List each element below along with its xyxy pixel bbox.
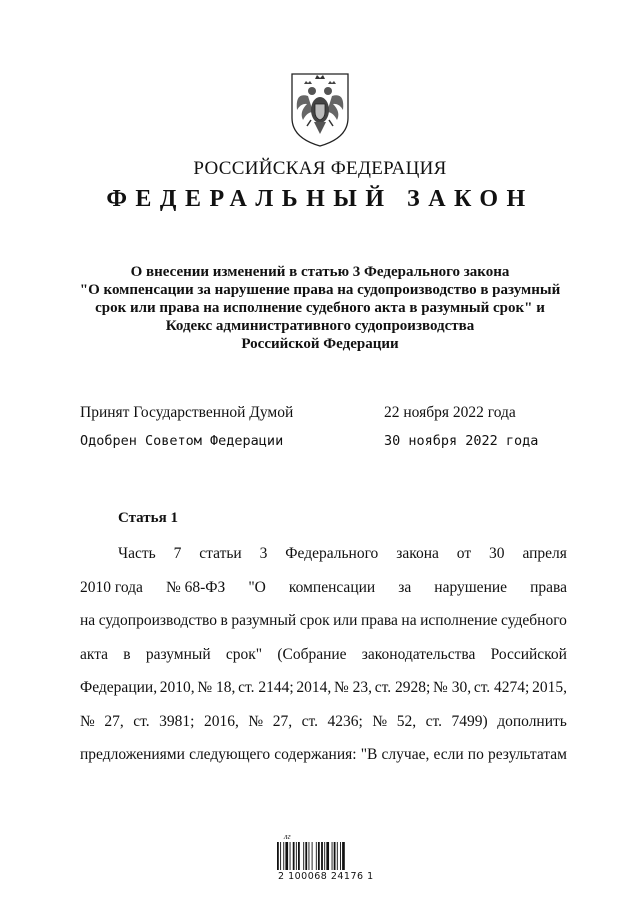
- body-word: №: [372, 712, 388, 730]
- barcode-bar: [303, 842, 304, 870]
- body-word: в: [220, 612, 228, 629]
- law-title-line: Российской Федерации: [241, 336, 399, 352]
- body-line: [80, 713, 567, 731]
- body-word: №: [80, 712, 95, 730]
- barcode-bar: [305, 842, 307, 870]
- barcode-bar: [280, 842, 281, 870]
- body-word: разумный: [231, 612, 297, 629]
- body-word: №: [248, 712, 264, 730]
- body-word: 2015,: [532, 679, 567, 696]
- body-line: [80, 579, 567, 597]
- barcode-number: 2 100068 24176 1: [278, 871, 374, 882]
- body-word: права: [360, 612, 398, 629]
- barcode-bar: [277, 842, 279, 870]
- body-word: права: [530, 578, 567, 596]
- barcode-icon: [276, 842, 366, 870]
- body-line: [80, 612, 567, 630]
- body-word: судебного: [501, 612, 567, 629]
- barcode-bar: [324, 842, 325, 870]
- body-word: апреля: [522, 545, 567, 562]
- barcode-bar: [290, 842, 291, 870]
- body-word: 2014,: [296, 679, 332, 696]
- body-word: 2010 года: [80, 578, 143, 596]
- body-line: [80, 646, 567, 664]
- body-word: разумный: [145, 645, 211, 663]
- body-word: дополнить: [497, 712, 567, 730]
- barcode-bar: [342, 842, 345, 870]
- adopted-by-duma-label: Принят Государственной Думой: [80, 404, 294, 421]
- law-title-line: Кодекс административного судопроизводства: [165, 318, 475, 334]
- law-title-line: "О компенсации за нарушение права на судопроизводство в разумный: [79, 282, 561, 298]
- body-word: следующего: [189, 746, 271, 763]
- barcode-bar: [285, 842, 288, 870]
- body-word: "В: [360, 746, 378, 763]
- body-word: законодательства: [361, 645, 476, 663]
- law-title-line: О внесении изменений в статью 3 Федерального закона: [130, 264, 510, 280]
- body-word: ст. 4274;: [473, 679, 530, 696]
- barcode-bar: [337, 842, 338, 870]
- body-word: закона: [396, 545, 439, 562]
- body-word: от: [456, 545, 472, 562]
- body-word: 52,: [396, 712, 417, 730]
- body-word: или: [333, 612, 358, 629]
- body-word: содержания:: [274, 746, 357, 763]
- body-word: 27,: [104, 712, 124, 730]
- body-word: № 30,: [433, 679, 472, 696]
- adopted-by-duma-date: 22 ноября 2022 года: [384, 404, 516, 421]
- body-word: № 23,: [334, 679, 373, 696]
- body-word: Федерального: [285, 545, 379, 562]
- law-title-line: срок или права на исполнение судебного акта в разумный срок" и: [95, 300, 545, 316]
- barcode-bar: [340, 842, 341, 870]
- body-word: за: [398, 578, 412, 596]
- body-word: 3: [259, 545, 268, 562]
- barcode-bar: [312, 842, 313, 870]
- body-word: на: [401, 612, 417, 629]
- body-word: срок: [299, 612, 330, 629]
- article-heading: Статья 1: [118, 510, 178, 526]
- barcode-bar: [334, 842, 336, 870]
- body-word: результатам: [487, 746, 567, 763]
- body-word: № 68-ФЗ: [165, 578, 226, 596]
- body-word: Часть: [118, 545, 156, 562]
- body-word: срок": [225, 645, 263, 663]
- body-word: акта: [80, 645, 109, 663]
- body-word: в: [123, 645, 131, 663]
- body-word: исполнение: [420, 612, 498, 629]
- body-line: [80, 679, 567, 697]
- law-title: [70, 263, 570, 353]
- barcode-bar: [298, 842, 300, 870]
- body-word: 27,: [272, 712, 293, 730]
- body-line: [80, 746, 567, 764]
- approved-by-council-label: Одобрен Советом Федерации: [80, 433, 284, 449]
- registration-mark: лг: [284, 832, 291, 841]
- body-word: 2010,: [159, 679, 195, 696]
- body-word: на: [80, 612, 96, 629]
- body-word: 7499): [451, 712, 488, 730]
- body-word: 7: [173, 545, 182, 562]
- body-word: (Собрание: [277, 645, 347, 663]
- body-word: ст. 2928;: [374, 679, 431, 696]
- body-word: если: [433, 746, 464, 763]
- body-word: компенсации: [288, 578, 376, 596]
- body-word: ст.: [301, 712, 318, 730]
- body-word: ст. 2144;: [238, 679, 294, 696]
- body-word: нарушение: [434, 578, 508, 596]
- body-word: Российской: [490, 645, 567, 663]
- body-word: Федерации,: [80, 679, 158, 696]
- body-word: ст.: [133, 712, 150, 730]
- body-word: 30: [489, 545, 505, 562]
- barcode-bar: [318, 842, 320, 870]
- barcode-bar: [321, 842, 323, 870]
- country-name: РОССИЙСКАЯ ФЕДЕРАЦИЯ: [193, 158, 447, 179]
- approved-by-council-date: 30 ноября 2022 года: [384, 433, 539, 449]
- body-word: 2016,: [203, 712, 239, 730]
- body-word: № 18,: [197, 679, 236, 696]
- barcode-bar: [309, 842, 310, 870]
- body-word: случае,: [381, 746, 430, 763]
- body-word: статьи: [199, 545, 242, 562]
- barcode-bar: [293, 842, 295, 870]
- body-line: [118, 545, 567, 563]
- body-word: "О: [248, 578, 266, 596]
- body-word: 4236;: [327, 712, 363, 730]
- barcode-bar: [326, 842, 329, 870]
- barcode-bar: [283, 842, 284, 870]
- coat-of-arms-icon: [287, 70, 353, 148]
- body-word: судопроизводство: [98, 612, 218, 629]
- barcode-bar: [332, 842, 333, 870]
- barcode-block: [276, 832, 374, 884]
- barcode-bar: [316, 842, 317, 870]
- document-type: ФЕДЕРАЛЬНЫЙ ЗАКОН: [106, 186, 534, 212]
- barcode-bar: [296, 842, 297, 870]
- body-word: по: [467, 746, 484, 763]
- body-word: 3981;: [159, 712, 195, 730]
- body-word: предложениями: [80, 746, 185, 763]
- body-word: ст.: [425, 712, 442, 730]
